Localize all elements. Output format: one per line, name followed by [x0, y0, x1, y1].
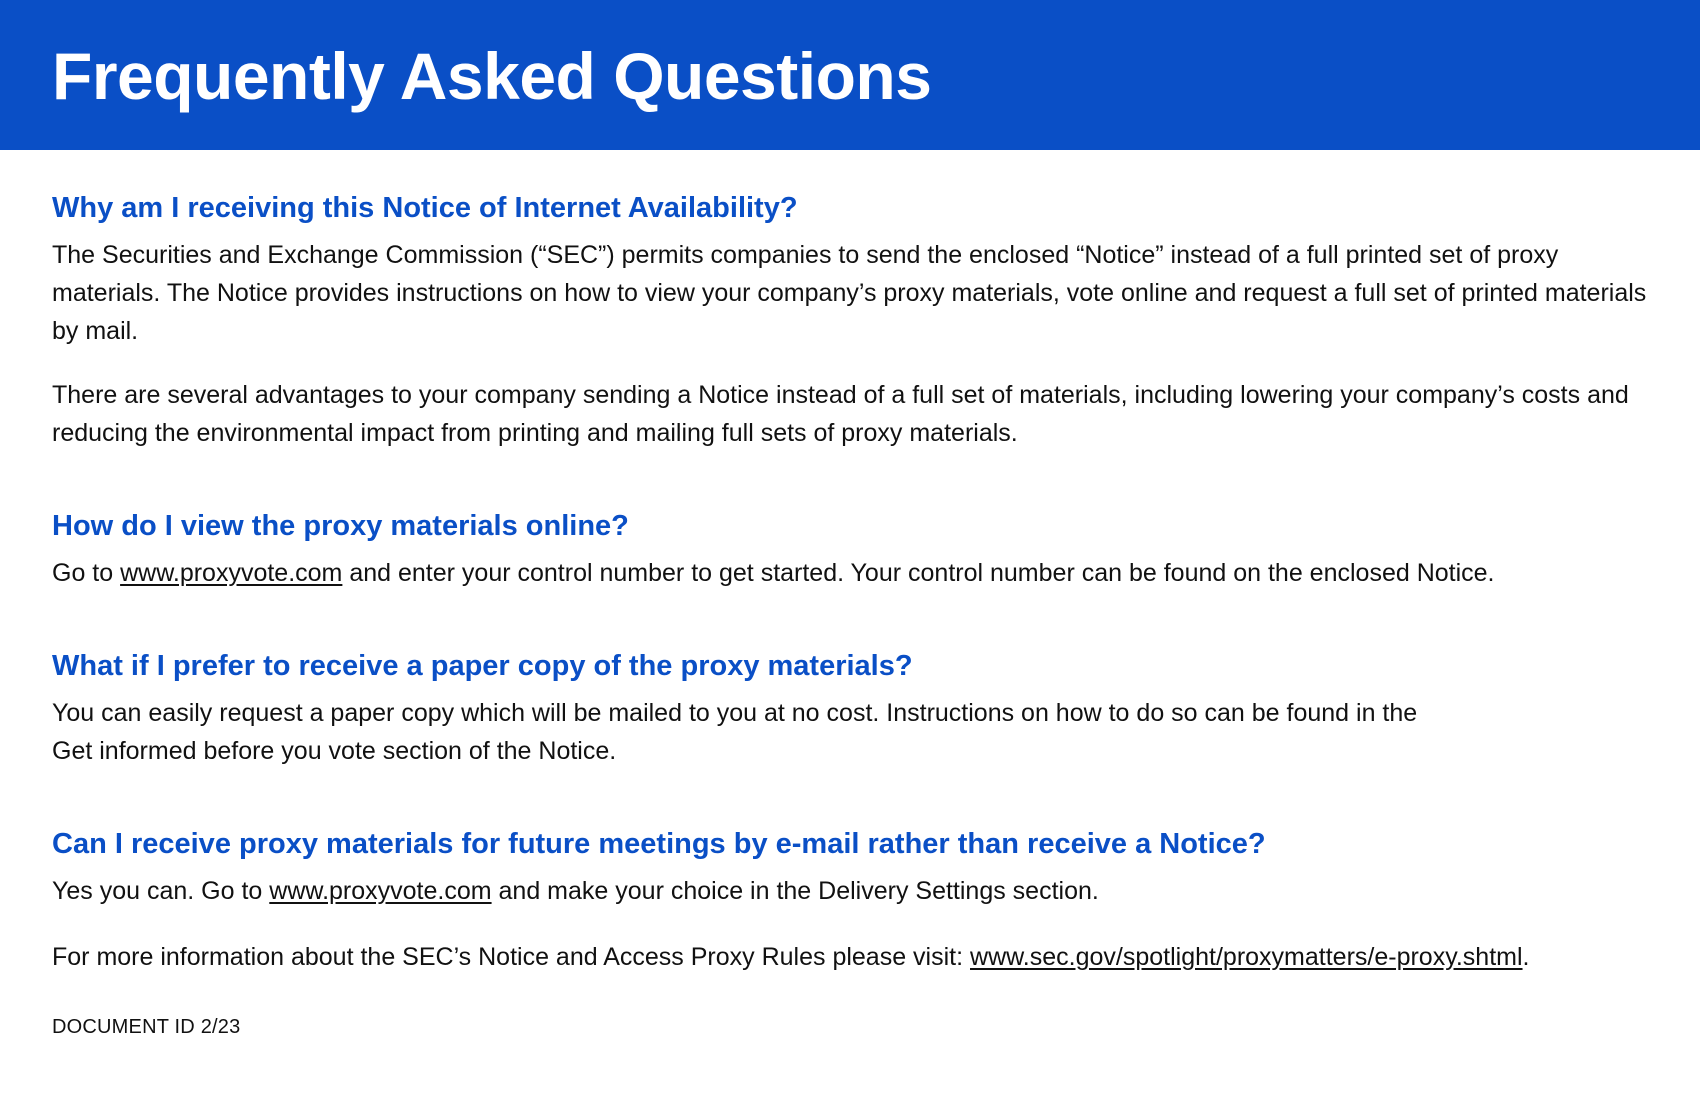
sec-eproxy-link[interactable]: www.sec.gov/spotlight/proxymatters/e-proxy.shtml: [970, 943, 1523, 971]
proxyvote-link[interactable]: www.proxyvote.com: [120, 559, 343, 587]
answer-text: and enter your control number to get started. Your control number can be found on the enclosed Notice.: [342, 559, 1495, 587]
header-banner: [0, 0, 1700, 150]
answer-line: Get informed before you vote section of the Notice.: [52, 737, 617, 765]
faq-answer-paragraph: There are several advantages to your company sending a Notice instead of a full set of materials, including lowering your company’s costs and reducing the environmental impact from printing and mailing full sets of proxy materials.: [52, 381, 1629, 447]
document-id: DOCUMENT ID 2/23: [52, 1016, 241, 1038]
faq-question: Why am I receiving this Notice of Internet Availability?: [52, 192, 798, 224]
faq-content: [52, 190, 1652, 1040]
answer-text: Go to: [52, 559, 121, 587]
faq-item-email: [52, 826, 1652, 910]
faq-question: Can I receive proxy materials for future meetings by e-mail rather than receive a Notice?: [52, 828, 1266, 860]
faq-question: How do I view the proxy materials online?: [52, 510, 629, 542]
more-info-paragraph: [52, 938, 1652, 976]
faq-answer-paragraph: [52, 554, 1652, 592]
answer-text: and make your choice in the Delivery Settings section.: [491, 877, 1099, 905]
faq-item-notice: [52, 190, 1652, 452]
faq-answer-paragraph: The Securities and Exchange Commission (“SEC”) permits companies to send the enclosed “Notice” instead of a full printed set of proxy materials. The Notice provides instructions on how to view your company’s proxy materials, vote online and request a full set of printed materials by mail.: [52, 241, 1647, 345]
answer-line: You can easily request a paper copy which will be mailed to you at no cost. Instructions on how to do so can be found in the: [52, 699, 1418, 727]
faq-answer-paragraph: [52, 872, 1652, 910]
proxyvote-link[interactable]: www.proxyvote.com: [269, 877, 492, 905]
faq-question: What if I prefer to receive a paper copy of the proxy materials?: [52, 650, 913, 682]
more-info-trailing: .: [1522, 943, 1530, 971]
faq-item-view-online: [52, 508, 1652, 592]
page-title: Frequently Asked Questions: [52, 39, 932, 113]
answer-text: Yes you can. Go to: [52, 877, 270, 905]
more-info-text: For more information about the SEC’s Notice and Access Proxy Rules please visit:: [52, 943, 971, 971]
faq-answer-paragraph: [52, 694, 1652, 770]
faq-item-paper-copy: [52, 648, 1652, 770]
